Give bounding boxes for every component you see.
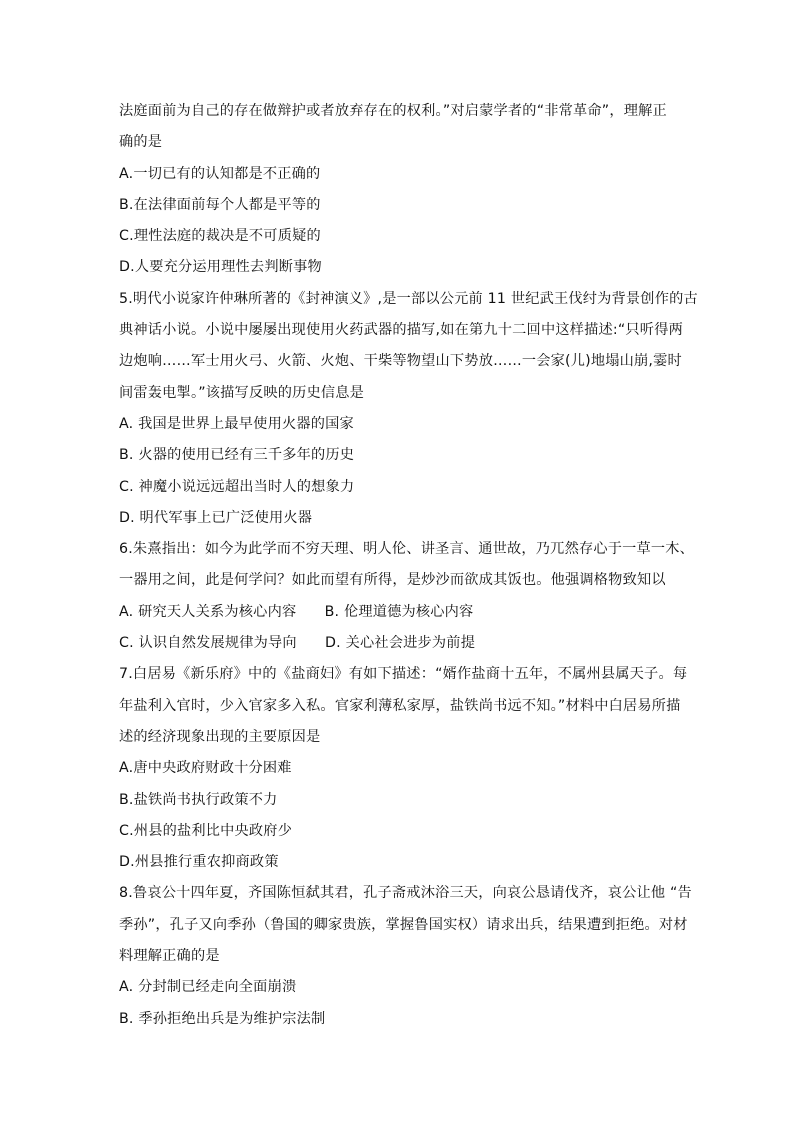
question-7-text: 7.白居易《新乐府》中的《盐商妇》有如下描述：“婿作盐商十五年，不属州县属天子。每 <box>119 666 688 683</box>
option-c: C. 神魔小说远远超出当时人的想象力 <box>119 478 355 495</box>
document-page <box>119 96 698 1035</box>
question-5-text: 边炮响……军士用火弓、火箭、火炮、干柴等物望山下势放……一会家(儿)地塌山崩,霎时 <box>119 353 682 370</box>
text-line: 法庭面前为自己的存在做辩护或者放弃存在的权利。”对启蒙学者的“非常革命”，理解正 <box>119 103 667 119</box>
question-8-text: 料理解正确的是 <box>119 948 220 965</box>
question-6-text: 一器用之间，此是何学问？如此而望有所得，是炒沙而欲成其饭也。他强调格物致知以 <box>119 572 666 589</box>
question-5-text: 典神话小说。小说中屡屡出现使用火药武器的描写,如在第九十二回中这样描述:“只听得两 <box>119 322 683 339</box>
option-d: D.州县推行重农抑商政策 <box>119 854 279 871</box>
option-a: A.一切已有的认知都是不正确的 <box>119 165 321 182</box>
option-c: C.州县的盐利比中央政府少 <box>119 822 293 839</box>
option-a: A.唐中央政府财政十分困难 <box>119 760 292 777</box>
question-6-text: 6.朱熹指出：如今为此学而不穷天理、明人伦、讲圣言、通世故，乃兀然存心于一草一木、 <box>119 541 695 558</box>
question-8-text: 8.鲁哀公十四年夏，齐国陈恒弑其君，孔子斋戒沐浴三天，向哀公恳请伐齐，哀公让他 “告 <box>119 885 692 902</box>
option-c-d: C. 认识自然发展规律为导向 D. 关心社会进步为前提 <box>119 635 476 652</box>
question-8-text: 季孙”，孔子又向季孙（鲁国的卿家贵族，掌握鲁国实权）请求出兵，结果遭到拒绝。对材 <box>119 916 688 933</box>
option-c: C.理性法庭的裁决是不可质疑的 <box>119 228 321 245</box>
option-a-b: A. 研究天人关系为核心内容 B. 伦理道德为核心内容 <box>119 603 474 620</box>
option-b: B. 季孙拒绝出兵是为维护宗法制 <box>119 1010 326 1027</box>
option-b: B.在法律面前每个人都是平等的 <box>119 196 321 213</box>
text-line: 确的是 <box>119 134 163 151</box>
question-7-text: 述的经济现象出现的主要原因是 <box>119 728 321 745</box>
question-5-text: 间雷轰电掣。”该描写反映的历史信息是 <box>119 384 365 401</box>
question-7-text: 年盐利入官时，少入官家多入私。官家利薄私家厚，盐铁尚书远不知。”材料中白居易所描 <box>119 697 681 714</box>
option-a: A. 我国是世界上最早使用火器的国家 <box>119 415 354 432</box>
option-b: B. 火器的使用已经有三千多年的历史 <box>119 447 355 464</box>
option-d: D. 明代军事上已广泛使用火器 <box>119 509 313 526</box>
option-a: A. 分封制已经走向全面崩溃 <box>119 979 297 996</box>
option-b: B.盐铁尚书执行政策不力 <box>119 791 278 808</box>
question-5-text: 5.明代小说家许仲琳所著的《封神演义》,是一部以公元前 11 世纪武王伐纣为背景创作的古 <box>119 290 698 307</box>
option-d: D.人要充分运用理性去判断事物 <box>119 259 322 276</box>
